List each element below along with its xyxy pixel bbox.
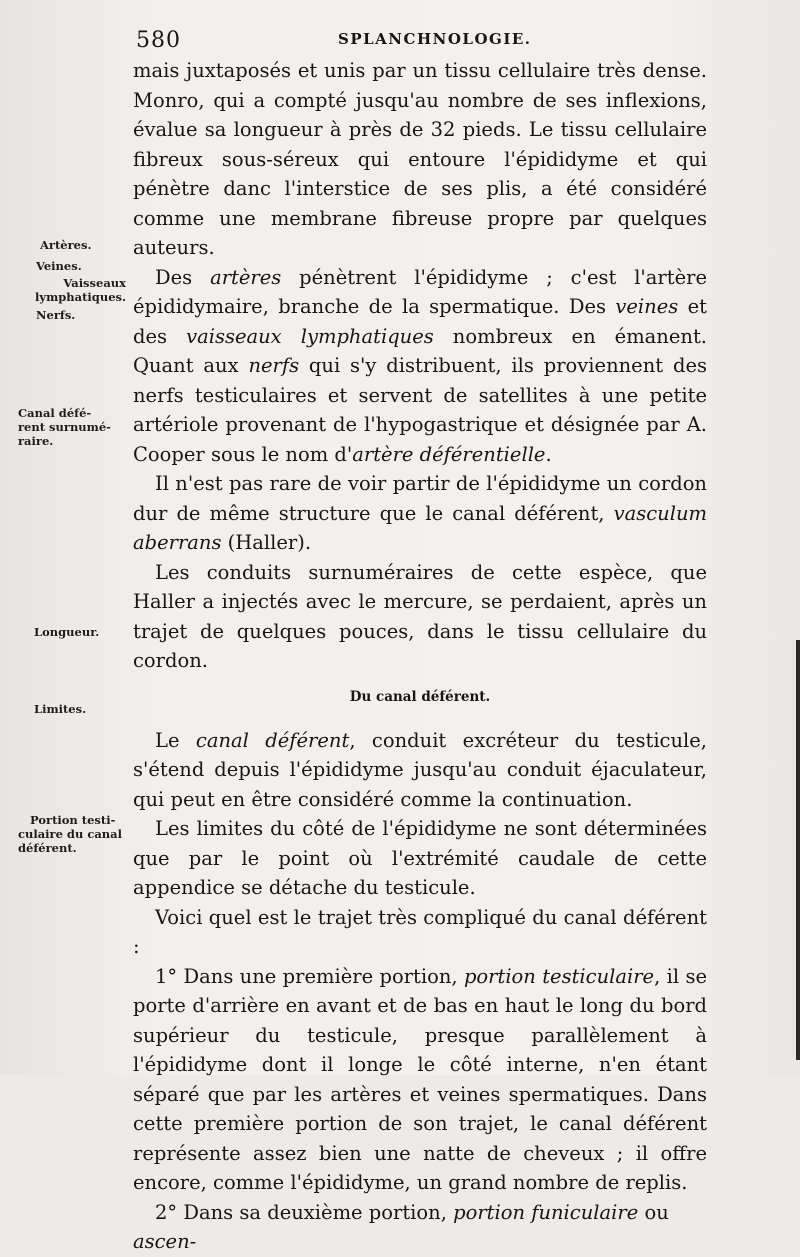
italic-term: artères <box>210 265 282 289</box>
text-run: 2° Dans sa deuxième portion, <box>155 1200 454 1224</box>
italic-term: ascen- <box>133 1230 197 1253</box>
margin-note-canal-line2: rent surnumé- <box>18 420 111 434</box>
text-run: 1° Dans une première portion, <box>155 964 464 988</box>
text-run: , il se porte d'arrière en avant et de bas en haut le long du bord supérieur du testicule, presque parallèlement à l'épididyme dont il longe le côté interne, n'en étant séparé que par les artères et veines spermatiques. Dans cette première portion de son trajet, le canal déférent représente assez bien une natte de cheveux ; il offre encore, comme l'épididyme, un grand nombre de replis. <box>133 964 707 1194</box>
text-run: ou <box>638 1200 669 1224</box>
paragraph-vessels <box>133 263 707 470</box>
paragraph-portion-funiculaire <box>133 1198 707 1257</box>
page-edge-shadow <box>796 640 800 1060</box>
margin-note-portion-line2: culaire du canal <box>18 827 122 841</box>
paragraph-conduits-surnumeraires: Les conduits surnuméraires de cette espèce, que Haller a injectés avec le mercure, se perdaient, après un trajet de quelques pouces, dans le tissu cellulaire du cordon. <box>133 560 707 672</box>
margin-note-canal-line1: Canal défé- <box>18 406 92 420</box>
italic-term: veines <box>615 295 679 318</box>
italic-term: portion testiculaire <box>463 964 655 988</box>
text-run: . <box>545 442 552 466</box>
paragraph-trajet-intro: Voici quel est le trajet très compliqué du canal déférent : <box>133 905 707 958</box>
margin-note-longueur: Longueur. <box>34 625 100 639</box>
text-run: (Haller). <box>221 531 312 554</box>
italic-term: vasculum aberrans <box>133 501 707 554</box>
page-number: 580 <box>136 28 181 53</box>
section-heading: Du canal déférent. <box>349 688 491 705</box>
italic-term: nerfs <box>248 354 300 377</box>
text-run: et des <box>133 295 708 348</box>
running-title: SPLANCHNOLOGIE. <box>338 30 532 48</box>
paragraph-vasculum-aberrans <box>133 469 707 558</box>
body-text <box>133 56 707 1257</box>
text-run: pénètrent l'épididyme ; c'est l'artère épididymaire, branche de la spermatique. Des <box>133 265 707 318</box>
paragraph-longueur <box>133 726 707 815</box>
text-run: nombreux en émanent. Quant aux <box>133 324 707 377</box>
margin-note-limites: Limites. <box>34 702 87 716</box>
margin-note-veines: Veines. <box>36 259 82 273</box>
italic-term: artère déférentielle <box>352 442 546 466</box>
italic-term: portion funiculaire <box>453 1200 639 1224</box>
paragraph-portion-testiculaire <box>133 962 707 1198</box>
margin-note-lymphatiques: lymphatiques. <box>35 290 126 304</box>
margin-note-portion-line1: Portion testi- <box>30 813 116 827</box>
text-run: Il n'est pas rare de voir partir de l'épididyme un cordon dur de même structure que le canal déférent, <box>133 472 707 525</box>
margin-note-nerfs: Nerfs. <box>36 308 76 322</box>
text-run: Le <box>155 728 196 752</box>
margin-note-arteres: Artères. <box>40 238 92 252</box>
text-run: , conduit excréteur du testicule, s'étend depuis l'épididyme jusqu'au conduit éjaculateur, qui peut en être considéré comme la continuation. <box>133 728 708 811</box>
italic-term: vaisseaux lymphatiques <box>186 324 434 348</box>
paragraph-epididyme-structure: mais juxtaposés et unis par un tissu cellulaire très dense. Monro, qui a compté jusqu'au nombre de ses inflexions, évalue sa longueur à près de 32 pieds. Le tissu cellulaire fibreux sous-séreux qui entoure l'épididyme et qui pénètre danc l'interstice de ses plis, a été considéré comme une membrane fibreuse propre par quelques auteurs. <box>133 59 707 259</box>
margin-note-portion-line3: déférent. <box>18 841 77 855</box>
paragraph-limites: Les limites du côté de l'épididyme ne sont déterminées que par le point où l'extrémité caudale de cette appendice se détache du testicule. <box>133 817 707 899</box>
text-run: Des <box>155 265 211 289</box>
margin-note-vaisseaux: Vaisseaux <box>63 276 126 290</box>
italic-term: canal déférent <box>195 728 350 752</box>
text-run: qui s'y distribuent, ils proviennent des nerfs testiculaires et servent de satellites à une petite artériole provenant de l'hypogastrique et désignée par A. Cooper sous le nom d' <box>133 354 707 466</box>
margin-note-canal-line3: raire. <box>18 434 54 448</box>
